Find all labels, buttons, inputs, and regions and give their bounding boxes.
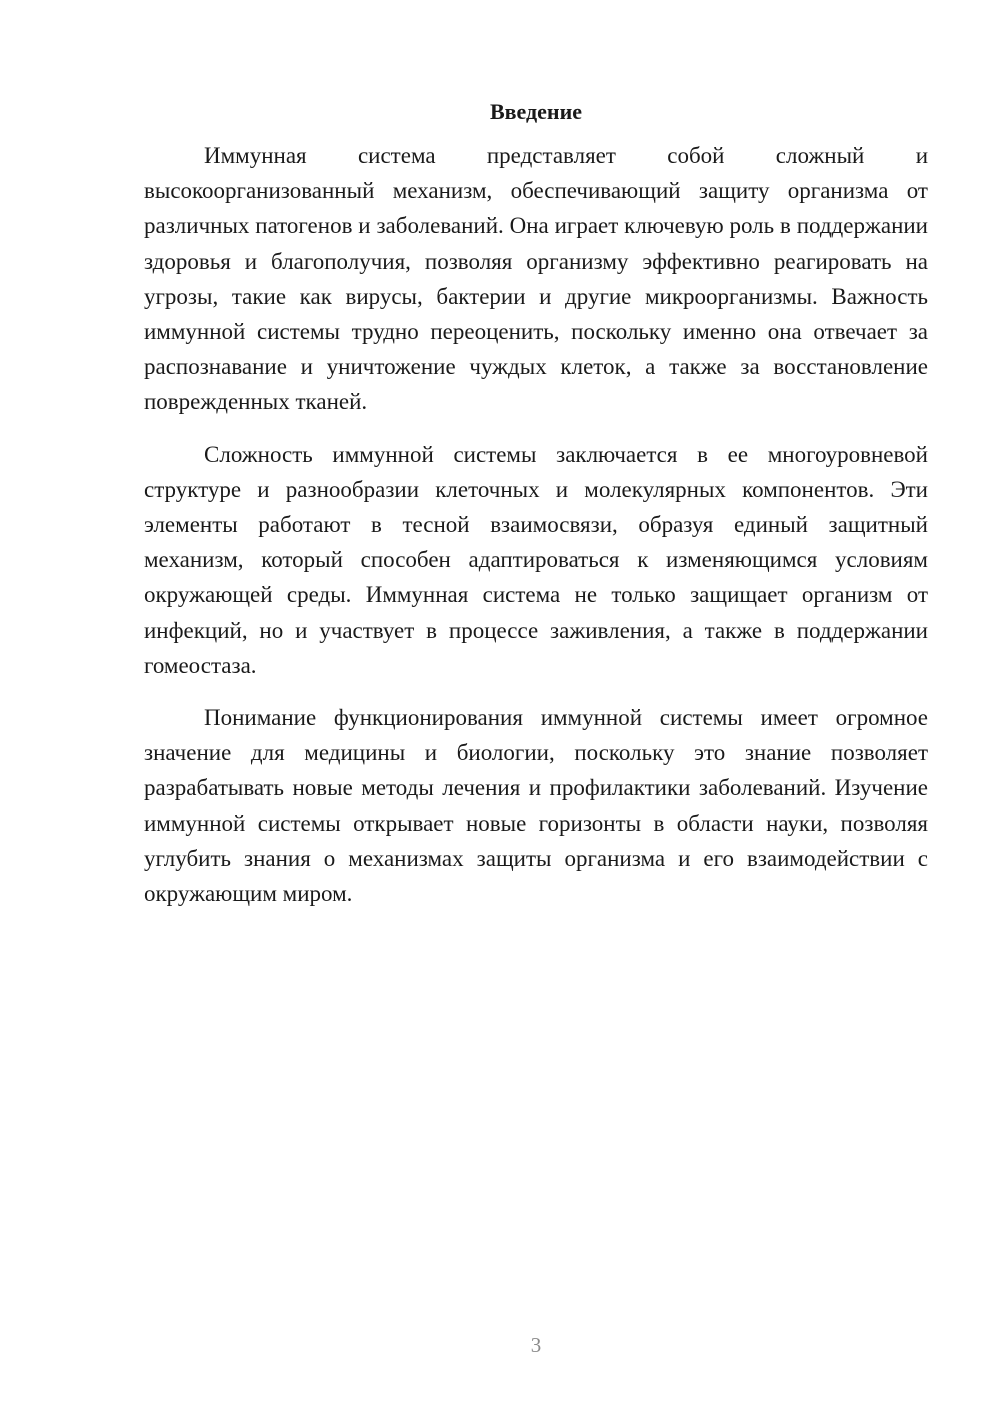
paragraph-2: Сложность иммунной системы заключается в ее многоуровневой структуре и разнообразии клеточных и молекулярных компонентов. Эти элементы работают в тесной взаимосвязи, образуя единый защитный механизм, который способен адаптироваться к изменяющимся условиям окружающей среды. Иммунная система не только защищает организм от инфекций, но и участвует в процессе заживления, а также в поддержании гомеостаза. bbox=[144, 441, 928, 678]
section-title: Введение bbox=[489, 99, 583, 124]
page-number: 3 bbox=[530, 1333, 542, 1357]
paragraph-3: Понимание функционирования иммунной системы имеет огромное значение для медицины и биологии, поскольку это знание позволяет разрабатывать новые методы лечения и профилактики заболеваний. Изучение иммунной системы открывает новые горизонты в области науки, позволяя углубить знания о механизмах защиты организма и его взаимодействии с окружающим миром. bbox=[144, 705, 928, 907]
paragraph-1: Иммунная система представляет собой сложный и высокоорганизованный механизм, обеспечивающий защиту организма от различных патогенов и заболеваний. Она играет ключевую роль в поддержании здоровья и благополучия, позволяя организму эффективно реагировать на угрозы, такие как вирусы, бактерии и другие микроорганизмы. Важность иммунной системы трудно переоценить, поскольку именно она отвечает за распознавание и уничтожение чуждых клеток, а также за восстановление поврежденных тканей. bbox=[144, 143, 928, 415]
page-content bbox=[144, 98, 928, 928]
